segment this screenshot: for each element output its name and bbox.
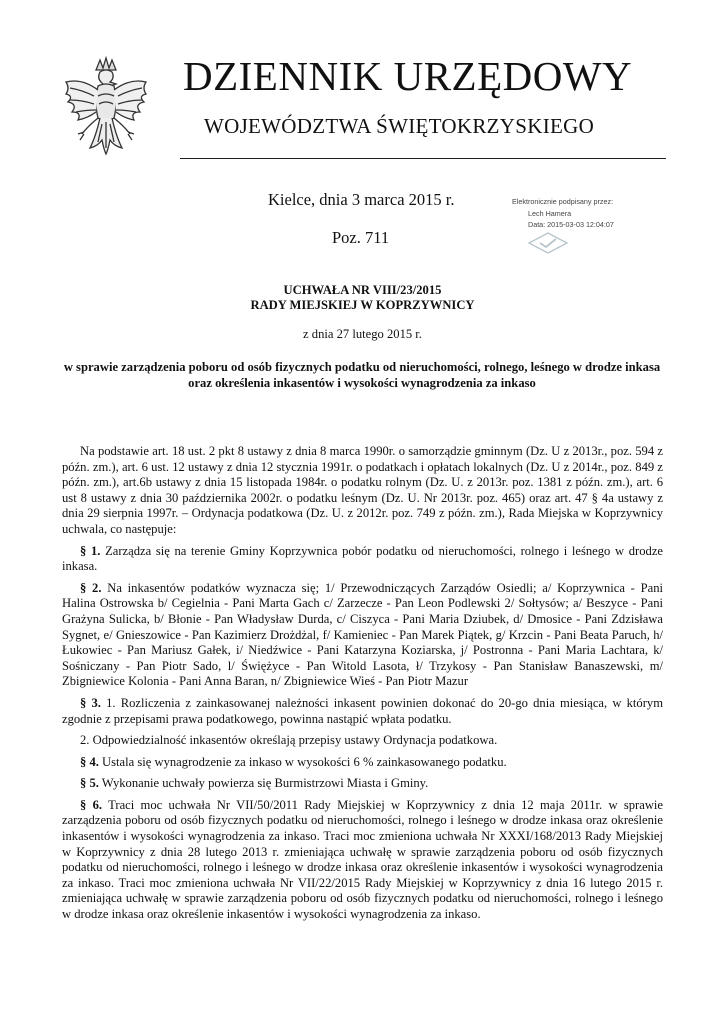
paragraph-3 bbox=[62, 696, 663, 727]
preamble-paragraph: Na podstawie art. 18 ust. 2 pkt 8 ustawy z dnia 8 marca 1990r. o samorządzie gminnym (Dz. U z 2013r., poz. 594 z późn. zm.), art. 6 ust. 12 ustawy z dnia 12 stycznia 1991r. o podatkach i opłatach lokalnych (Dz. U z 2014r., poz. 849 z późn. zm.), art.6b ustawy z dnia 15 listopada 1984r. o podatku rolnym (Dz. U. z 2013r. poz. 1381 z późn. zm.), art. 6 ust 8 ustawy z dnia 30 października 2002r. o podatku leśnym (Dz. U. Nr 2013r. poz. 465) oraz art. 47 § 4a ustawy z dnia 29 sierpnia 1997r. – Ordynacja podatkowa (Dz. U. z 2012r. poz. 749 z późn. zm.), Rada Miejska w Koprzywnicy uchwala, co następuje: bbox=[62, 444, 663, 536]
signature-label: Elektronicznie podpisany przez: bbox=[512, 197, 614, 206]
paragraph-2-mark: § 2. bbox=[80, 580, 102, 595]
paragraph-5 bbox=[62, 776, 663, 792]
journal-subtitle: WOJEWÓDZTWA ŚWIĘTOKRZYSKIEGO bbox=[204, 114, 595, 138]
paragraph-6-text: Traci moc uchwała Nr VII/50/2011 Rady Miejskiej w Koprzywnicy z dnia 12 maja 2011r. w sprawie zarządzenia poboru od osób fizycznych podatku od nieruchomości, rolnego i leśnego w drodze inkasa oraz określenie inkasentów i wysokości wynagrodzenia za inkaso. Traci moc zmieniona uchwała Nr XXXI/168/2013 Rady Miejskiej w Koprzywnicy z dnia 28 lutego 2013 r. zmieniająca uchwałę w sprawie zarządzenia poboru od osób fizycznych podatku od nieruchomości, rolnego i leśnego w drodze inkasa oraz określenie inkasentów i wysokości wynagrodzenia za inkaso. Traci moc zmieniona uchwała Nr VII/22/2015 Rady Miejskiej w Koprzywnicy z dnia 16 lutego 2015 r. zmieniająca uchwałę w sprawie zarządzenia poboru od osób fizycznych podatku od nieruchomości, rolnego i leśnego w drodze inkasa oraz określenie inkasentów i wysokości wynagrodzenia za inkaso. bbox=[62, 797, 663, 922]
paragraph-6 bbox=[62, 798, 663, 923]
paragraph-4-mark: § 4. bbox=[80, 754, 99, 769]
electronic-signature bbox=[512, 196, 662, 231]
journal-title: DZIENNIK URZĘDOWY bbox=[183, 53, 633, 99]
paragraph-2 bbox=[62, 581, 663, 690]
paragraph-3-point-2: 2. Odpowiedzialność inkasentów określają przepisy ustawy Ordynacja podatkowa. bbox=[80, 733, 498, 748]
signature-signer: Lech Hamera bbox=[528, 208, 572, 218]
paragraph-4-text: Ustala się wynagrodzenie za inkaso w wysokości 6 % zainkasowanego podatku. bbox=[98, 754, 507, 769]
resolution-date: z dnia 27 lutego 2015 r. bbox=[303, 327, 422, 341]
paragraph-1-mark: § 1. bbox=[80, 543, 101, 558]
resolution-council: RADY MIEJSKIEJ W KOPRZYWNICY bbox=[250, 298, 475, 312]
paragraph-3-text: 1. Rozliczenia z zainkasowanej należności inkasent powinien dokonać do 20-go dnia miesiąca, w którym zgodnie z przepisami prawa podatkowego, powinna nastąpić wpłata podatku. bbox=[62, 695, 663, 726]
publication-date: Kielce, dnia 3 marca 2015 r. bbox=[268, 190, 455, 209]
resolution-body bbox=[62, 444, 663, 929]
signature-date: Data: 2015-03-03 12:04:07 bbox=[528, 220, 614, 229]
paragraph-1-text: Zarządza się na terenie Gminy Koprzywnica pobór podatku od nieruchomości, rolnego i leśnego w drodze inkasa. bbox=[62, 543, 664, 574]
resolution-subject: w sprawie zarządzenia poboru od osób fizycznych podatku od nieruchomości, rolnego, leśnego w drodze inkasa oraz określenia inkasentów i wysokości wynagrodzenia za inkaso bbox=[63, 360, 661, 390]
header-divider bbox=[180, 158, 666, 159]
paragraph-2-text: Na inkasentów podatków wyznacza się; 1/ Przewodniczących Zarządów Osiedli; a/ Koprzywnica - Pani Halina Ostrowska b/ Cegielnia - Pani Marta Gach c/ Zarzecze - Pan Leon Podlewski 2/ Sołtysów; a/ Beszyce - Pani Grażyna Sulicka, b/ Błonie - Pan Władysław Durda, c/ Ciszyca - Pani Maria Dziubek, d/ Dmosice - Pani Zdzisława Sygnet, e/ Gnieszowice - Pan Kazimierz Drożdżal, f/ Kamieniec - Pan Marek Piątek, g/ Krzcin - Pani Beata Paruch, h/ Łukowiec - Pan Mariusz Gałek, i/ Niedźwice - Pani Katarzyna Koziarska, j/ Postronna - Pani Maria Lachtara, k/ Sośniczany - Pan Piotr Sado, l/ Świężyce - Pan Witold Lasota, ł/ Trzykosy - Pan Stanisław Banaszewski, m/ Zbigniewice Kolonia - Pani Anna Baran, n/ Zbigniewice Wieś - Pan Piotr Mazur bbox=[62, 580, 664, 689]
paragraph-5-text: Wykonanie uchwały powierza się Burmistrzowi Miasta i Gminy. bbox=[98, 776, 429, 791]
resolution-heading bbox=[0, 283, 725, 313]
paragraph-1 bbox=[62, 544, 663, 575]
resolution-number: UCHWAŁA NR VIII/23/2015 bbox=[283, 283, 442, 297]
paragraph-4 bbox=[62, 755, 663, 771]
paragraph-6-mark: § 6. bbox=[80, 797, 103, 812]
signature-check-icon bbox=[528, 232, 568, 254]
publication-position: Poz. 711 bbox=[332, 228, 390, 247]
polish-eagle-emblem-icon bbox=[60, 56, 152, 168]
paragraph-3-mark: § 3. bbox=[80, 695, 101, 710]
paragraph-5-mark: § 5. bbox=[80, 776, 99, 791]
